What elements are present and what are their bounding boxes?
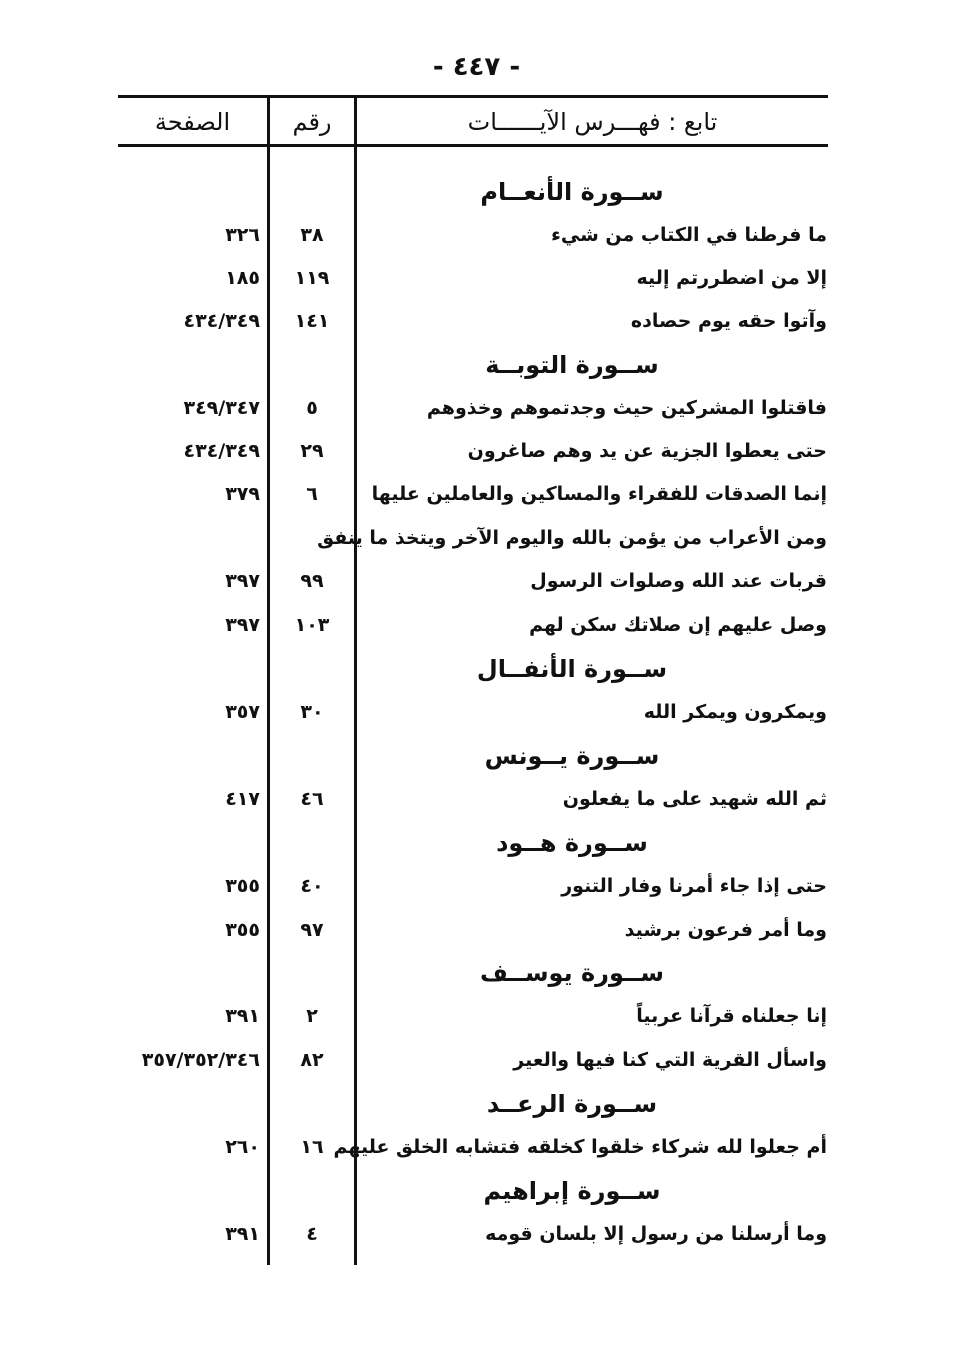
table-row <box>0 258 953 298</box>
table-top-rule <box>118 95 828 98</box>
page-reference: ٢٦٠ <box>225 1136 260 1158</box>
verse-number: ٦ <box>306 483 318 505</box>
surah-title: ســورة التوبــة <box>485 351 659 379</box>
page-reference: ٣٩٧ <box>225 570 260 592</box>
verse-number: ٢ <box>306 1005 318 1027</box>
page-reference: ٤٣٤/٣٤٩ <box>183 310 260 332</box>
table-row <box>0 518 953 558</box>
verse-text: إنما الصدقات للفقراء والمساكين والعاملين عليها <box>371 483 827 505</box>
page-reference: ٤٣٤/٣٤٩ <box>183 440 260 462</box>
verse-text: فاقتلوا المشركين حيث وجدتموهم وخذوهم <box>426 397 827 419</box>
verse-text: ثم الله شهيد على ما يفعلون <box>562 788 827 810</box>
page-reference <box>100 518 260 558</box>
table-row <box>0 561 953 601</box>
verse-text: وصل عليهم إن صلاتك سكن لهم <box>529 614 827 636</box>
table-row <box>0 1214 953 1254</box>
verse-number: ٣٨ <box>300 224 324 246</box>
verse-text: واسأل القرية التي كنا فيها والعير <box>513 1049 827 1071</box>
verse-text: ما فرطنا في الكتاب من شيء <box>551 224 827 246</box>
table-row <box>0 910 953 950</box>
page-reference: ٣٩١ <box>225 1005 260 1027</box>
verse-number: ٩٧ <box>300 919 324 941</box>
verse-number: ١١٩ <box>294 267 330 289</box>
verse-text: ويمكرون ويمكر الله <box>643 701 827 723</box>
verse-number <box>270 518 354 558</box>
verse-number: ٥ <box>306 397 318 419</box>
table-row <box>0 692 953 732</box>
verse-number: ٤٠ <box>300 875 324 897</box>
page-reference: ٣٥٥ <box>225 919 260 941</box>
page-reference: ٣٧٩ <box>225 483 260 505</box>
table-row <box>0 605 953 645</box>
verse-number: ٤٦ <box>300 788 324 810</box>
page-reference: ٣٢٦ <box>225 224 260 246</box>
surah-title: ســورة يوســف <box>479 959 665 987</box>
verse-number: ٣٠ <box>300 701 324 723</box>
verse-text: وما أرسلنا من رسول إلا بلسان قومه <box>485 1223 827 1245</box>
table-row <box>0 215 953 255</box>
table-row <box>0 779 953 819</box>
verse-text: قربات عند الله وصلوات الرسول <box>530 570 827 592</box>
verse-number: ٤ <box>306 1223 318 1245</box>
surah-title: ســورة يــونس <box>484 742 660 770</box>
page-reference: ٣٥٧ <box>225 701 260 723</box>
table-row <box>0 1040 953 1080</box>
verse-text: أم جعلوا لله شركاء خلقوا كخلقه فتشابه الخلق عليهم <box>333 1136 827 1158</box>
verse-number: ١٤١ <box>294 310 330 332</box>
page-reference: ٣٥٧/٣٥٢/٣٤٦ <box>141 1049 260 1071</box>
page-number: - ٤٤٧ - <box>432 52 521 82</box>
verse-number: ٩٩ <box>300 570 324 592</box>
verse-text: وما أمر فرعون برشيد <box>624 919 827 941</box>
table-row <box>0 431 953 471</box>
surah-title: ســورة الأنفــال <box>476 655 668 683</box>
header-verse-column: تابع : فهـــرس الآيــــــات <box>467 108 718 136</box>
surah-title: ســورة الأنعــام <box>480 178 664 206</box>
table-row <box>0 474 953 514</box>
table-row <box>0 1127 953 1167</box>
table-header-rule <box>118 144 828 147</box>
page-reference: ٣٩٧ <box>225 614 260 636</box>
verse-text: حتى يعطوا الجزية عن يد وهم صاغرون <box>467 440 827 462</box>
verse-text: ومن الأعراب من يؤمن بالله واليوم الآخر ويتخذ ما ينفق <box>317 527 827 549</box>
verse-number: ٢٩ <box>300 440 324 462</box>
table-row <box>0 301 953 341</box>
header-page-column: الصفحة <box>154 108 231 136</box>
table-row <box>0 996 953 1036</box>
verse-text: حتى إذا جاء أمرنا وفار التنور <box>561 875 827 897</box>
verse-text: إنا جعلناه قرآنا عربياً <box>636 1005 827 1027</box>
page-reference: ٣٩١ <box>225 1223 260 1245</box>
table-row <box>0 866 953 906</box>
surah-title: ســورة الرعــد <box>486 1090 658 1118</box>
verse-number: ١٠٣ <box>294 614 330 636</box>
verse-number: ٨٢ <box>300 1049 324 1071</box>
header-number-column: رقم <box>292 108 332 136</box>
page-reference: ٣٤٩/٣٤٧ <box>183 397 260 419</box>
surah-title: ســورة هــود <box>496 829 648 857</box>
table-row <box>0 388 953 428</box>
page-reference: ٣٥٥ <box>225 875 260 897</box>
verse-number: ١٦ <box>300 1136 324 1158</box>
page-reference: ٤١٧ <box>225 788 260 810</box>
page-reference: ١٨٥ <box>225 267 260 289</box>
surah-title: ســورة إبراهيم <box>483 1177 661 1205</box>
verse-text: إلا من اضطررتم إليه <box>636 267 827 289</box>
verse-text: وآتوا حقه يوم حصاده <box>630 310 827 332</box>
